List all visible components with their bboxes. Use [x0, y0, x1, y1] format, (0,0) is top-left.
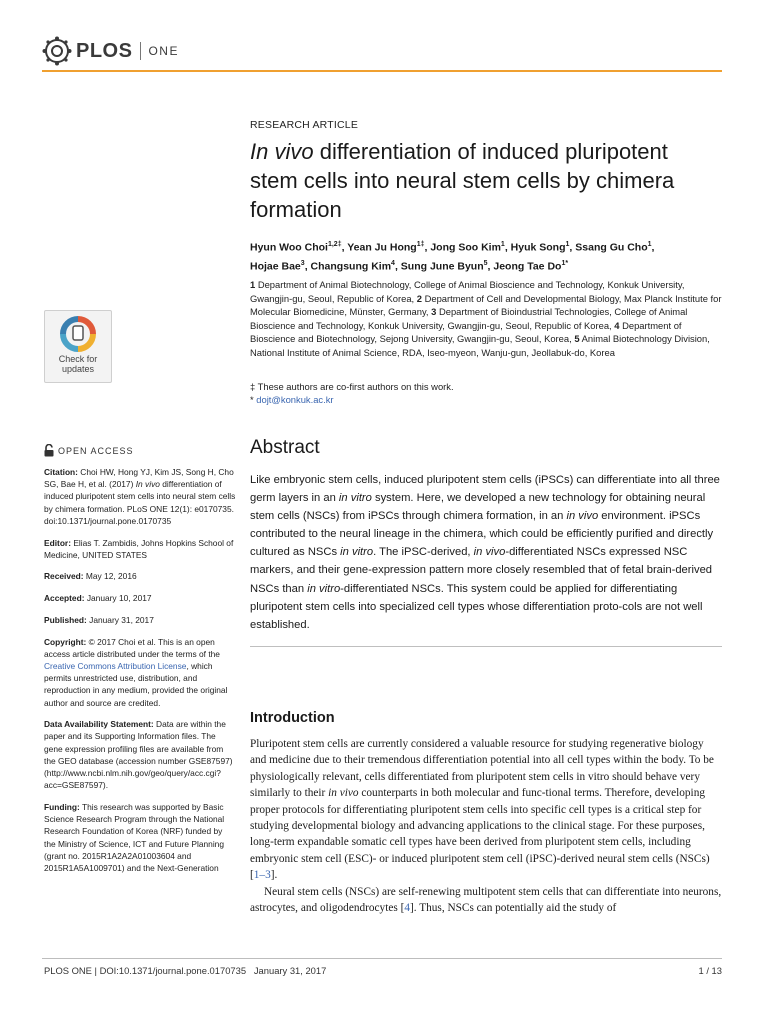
published-date: January 31, 2017 — [89, 614, 154, 625]
citation-text: Choi HW, Hong YJ, Kim JS, Song H, Cho SG, Bae H, et al. (2017) — [44, 467, 234, 490]
author-notes — [250, 380, 720, 406]
cofirst-note: ‡ These authors are co-first authors on this work. — [250, 381, 454, 392]
author-sup: 5 — [483, 259, 488, 267]
author: Sung June Byun — [400, 260, 484, 272]
funding-label: Funding: — [44, 801, 80, 812]
received-label: Received: — [44, 571, 84, 582]
intro-span: ]. — [270, 869, 278, 882]
editor-label: Editor: — [44, 537, 71, 548]
plos-logo — [42, 34, 179, 68]
accepted — [44, 592, 236, 604]
accepted-label: Accepted: — [44, 593, 85, 604]
author: Hyuk Song — [510, 241, 566, 254]
author-sup: 1,2‡ — [327, 241, 342, 248]
open-access-label — [44, 444, 134, 457]
abstract-italic: in vitro — [338, 492, 372, 505]
author-list — [250, 237, 720, 274]
check-for-updates-badge[interactable] — [44, 310, 112, 383]
abstract-span: system. Here, we developed a new technology for obtaining neural stem cells (NSCs) from iPSCs through chimera formation, in an — [250, 492, 706, 523]
reference-link[interactable]: 1–3 — [253, 869, 271, 882]
abstract-span: Like embryonic stem cells, induced pluripotent stem cells (iPSCs) can differentiate into all three germ layers in an — [250, 474, 720, 505]
affiliation: Department of Cell and Developmental Biology, Max Planck Institute for Molecular Biomedicine, Münster, Germany, — [250, 292, 722, 318]
abstract-italic: in vivo — [473, 546, 506, 559]
affiliation: Department of Bioindustrial Technologies, College of Animal Bioscience and Technology, Konkuk University, Gwangjin-gu, Seoul, Republic of Korea, — [250, 306, 688, 331]
author-sup: 1‡ — [416, 241, 425, 248]
abstract-rule — [250, 646, 722, 647]
abstract-text — [250, 471, 722, 634]
author-sup: 3 — [300, 259, 305, 267]
published-label: Published: — [44, 614, 87, 625]
editor — [44, 537, 236, 561]
author-sup: 1* — [561, 259, 569, 267]
affiliation: Department of Animal Biotechnology, College of Animal Bioscience and Technology, Konkuk University, Gwangjin-gu, Seoul, Republic of Korea, — [250, 279, 685, 304]
author: Jeong Tae Do — [493, 260, 562, 272]
citation-italic: In vivo — [135, 479, 160, 490]
author-sup: 1 — [565, 241, 570, 248]
intro-paragraph — [250, 884, 722, 917]
copyright-label: Copyright: — [44, 636, 87, 647]
crossmark-icon — [60, 316, 96, 352]
license-link[interactable]: Creative Commons Attribution License — [44, 660, 187, 671]
funding — [44, 801, 236, 874]
author-sup: 1 — [647, 241, 652, 248]
article-type: RESEARCH ARTICLE — [250, 119, 359, 131]
intro-span: counterparts in both molecular and func-tional terms. Therefore, developing proper protocols for differentiating pluripotent stem cells into specific cell types is a critical step for studying developmental biology and advancing applications to the clinical stage. For these purposes, long-term expandable somatic cell types have been derived from pluripotent stem cells, including embryonic stem cell (ESC)- or induced pluripotent stem cell (iPSC)-derived neural stem cells (NSCs) [ — [250, 787, 710, 882]
received — [44, 570, 236, 582]
author-line-1: Hyun Woo Choi$^{1,2\ddagger}$, Yean Ju Hong$^{1\ddagger}$, Jong Soo Kim$^1$, Hyuk Song$^1$, Ssang Gu Cho$^1$, — [250, 241, 655, 254]
citation-label: Citation: — [44, 467, 78, 477]
data-availability — [44, 718, 236, 791]
badge-line-1: Check for — [58, 354, 98, 364]
accepted-date: January 10, 2017 — [86, 593, 152, 604]
author: Hyun Woo Choi — [250, 241, 328, 254]
abstract-italic: in vivo — [566, 510, 599, 523]
brand-divider — [140, 42, 141, 60]
received-date: May 12, 2016 — [85, 571, 137, 582]
copyright-text: , which permits unrestricted use, distribution, and reproduction in any medium, provided the original author and source are credited. — [44, 660, 228, 708]
author: Changsung Kim — [310, 260, 392, 272]
corresponding-author — [250, 393, 720, 406]
article-title — [250, 137, 720, 224]
affiliation-number: 5 — [574, 333, 580, 345]
abstract-heading: Abstract — [250, 437, 320, 458]
abstract-span: -differentiated NSCs expressed NSC markers, and their gene-expression pattern more closely resembled that of fetal brain-derived NSCs than — [250, 546, 713, 595]
corresponding-email-link[interactable]: dojt@konkuk.ac.kr — [256, 394, 334, 405]
footer-citation: PLOS ONE | DOI:10.1371/journal.pone.0170735 January 31, 2017 — [44, 965, 327, 976]
data-availability-text: Data are within the paper and its Supporting Information files. The gene expression profiling files are available from the GEO database (accession number GSE87597) ( — [44, 719, 233, 779]
published — [44, 614, 236, 626]
footer-rule — [42, 958, 722, 959]
reference-link[interactable]: 4 — [404, 902, 411, 915]
citation — [44, 466, 236, 527]
geo-link[interactable]: http://www.ncbi.nlm.nih.gov/geo/query/acc.cgi?acc=GSE87597 — [44, 768, 221, 791]
intro-paragraph — [250, 736, 722, 884]
editor-text: Elias T. Zambidis, Johns Hopkins School of Medicine, UNITED STATES — [44, 537, 234, 560]
abstract-span: -differentiated NSCs. This system could be applied for differentiating pluripotent stem cells into specialized cell types whose differentiation proto-cols are not well established. — [250, 582, 703, 631]
intro-span: Pluripotent stem cells are currently considered a valuable resource for studying regenerative biology and medicine due to their tremendous differentiation potential into all cell types within the body. To be physiologically relevant, cells differentiated from pluripotent stem cells in vitro should behave very similarly to their — [250, 738, 714, 800]
author: Yean Ju Hong — [347, 241, 417, 254]
author: Jong Soo Kim — [430, 241, 501, 254]
open-lock-icon — [44, 444, 54, 457]
affiliation-number: 4 — [614, 319, 620, 331]
author: Ssang Gu Cho — [575, 241, 648, 254]
data-availability-label: Data Availability Statement: — [44, 719, 154, 730]
abstract-italic: in vitro — [307, 582, 341, 595]
abstract-span: environment. iPSCs contributed to the neural lineage in the chimera, which could be efficiently purified and directly cultured as NSCs — [250, 510, 714, 559]
introduction-heading: Introduction — [250, 710, 335, 726]
abstract-span: . The iPSC-derived, — [373, 546, 474, 559]
affiliation-number: 1 — [250, 279, 256, 290]
plos-emblem-icon — [42, 36, 72, 66]
affiliation-number: 3 — [431, 306, 437, 318]
title-italic: In vivo — [250, 139, 314, 164]
data-availability-text: ). — [102, 780, 109, 791]
author-sup: 4 — [391, 259, 395, 267]
affiliation: Department of Bioscience and Biotechnology, Sejong University, Gwangjin-gu, Seoul, Korea, — [250, 319, 682, 345]
open-access-text: OPEN ACCESS — [58, 445, 134, 456]
header-rule — [42, 70, 722, 72]
affiliations — [250, 278, 722, 360]
affiliation: Animal Biotechnology Division, National Institute of Animal Science, RDA, Iseo-myeon, Wanju-gun, Jeollabuk-do, Korea — [250, 333, 710, 358]
abstract-italic: in vitro — [340, 546, 374, 559]
copyright-text: © 2017 Choi et al. This is an open access article distributed under the terms of the — [44, 636, 220, 659]
intro-italic: in vivo — [328, 787, 359, 800]
introduction-body — [250, 736, 722, 916]
article-info-sidebar — [44, 466, 236, 884]
intro-span: ]. Thus, NSCs can potentially aid the study of — [410, 902, 617, 915]
author-sup: 1 — [500, 241, 505, 248]
citation-text: differentiation of induced pluripotent stem cells into neural stem cells by chimera formation. PLoS ONE 12(1): e0170735. doi:10.1371/journal.pone.0170735 — [44, 479, 236, 526]
copyright — [44, 636, 236, 709]
affiliation-number: 2 — [416, 292, 422, 304]
funding-text: This research was supported by Basic Science Research Program through the National Research Foundation of Korea (NRF) funded by the Ministry of Science, ICT and Future Planning (grant no. 2015R1A2A2A01003604 and 2015R1A5A1009701) and the Next-Generation — [44, 801, 225, 873]
brand-name: PLOS — [76, 39, 133, 62]
author-line-2: Hojae Bae$^3$, Changsung Kim$^4$, Sung June Byun$^5$, Jeong Tae $Do^{1*}$ — [250, 259, 569, 272]
page-number: 1 / 13 — [698, 965, 722, 976]
author: Hojae Bae — [250, 260, 301, 272]
journal-name: ONE — [148, 44, 179, 58]
corr-marker: * — [250, 394, 257, 405]
badge-line-2: updates — [61, 364, 95, 374]
title-text: differentiation of induced pluripotent stem cells into neural stem cells by chimera formation — [250, 139, 675, 222]
intro-span: Neural stem cells (NSCs) are self-renewing multipotent stem cells that can differentiate into neurons, astrocytes, and oligodendrocytes [ — [250, 885, 722, 915]
